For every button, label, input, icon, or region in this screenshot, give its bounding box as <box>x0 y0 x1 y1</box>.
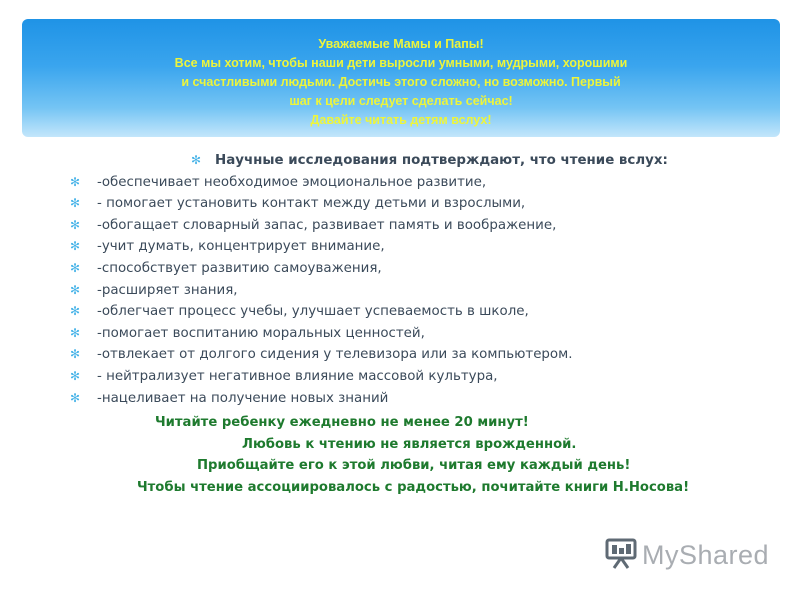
presentation-board-icon <box>604 536 638 574</box>
list-item-text: -отвлекает от долгого сидения у телевизора или за компьютером. <box>97 347 573 363</box>
list-item-text: -обогащает словарный запас, развивает память и воображение, <box>97 217 557 233</box>
closing-line-4: Чтобы чтение ассоциировалось с радостью, почитайте книги Н.Носова! <box>137 479 690 495</box>
list-item <box>70 280 668 302</box>
banner-line-2: Все мы хотим, чтобы наши дети выросли умными, мудрыми, хорошими <box>174 56 628 70</box>
logo-text: MyShared <box>642 539 770 570</box>
list-item <box>70 366 668 388</box>
closing-message <box>0 412 800 498</box>
list-item-text: -помогает воспитанию моральных ценностей, <box>97 325 425 341</box>
asterisk-icon: ✻ <box>70 368 81 383</box>
asterisk-icon: ✻ <box>70 347 81 362</box>
banner-line-4: шаг к цели следует сделать сейчас! <box>289 94 513 108</box>
closing-line-1: Читайте ребенку ежедневно не менее 20 минут! <box>155 415 529 430</box>
asterisk-icon: ✻ <box>191 153 202 167</box>
closing-line-3: Приобщайте его к этой любви, читая ему каждый день! <box>197 458 631 474</box>
list-item <box>70 344 668 366</box>
asterisk-icon: ✻ <box>70 239 81 254</box>
list-item <box>70 301 668 323</box>
banner-line-3: и счастливыми людьми. Достичь этого сложно, но возможно. Первый <box>181 75 621 89</box>
list-item <box>70 388 668 410</box>
asterisk-icon: ✻ <box>70 196 81 211</box>
list-item <box>70 193 668 215</box>
list-heading <box>70 150 668 172</box>
header-banner <box>22 19 780 137</box>
list-item <box>70 258 668 280</box>
list-item <box>70 172 668 194</box>
list-item-text: - помогает установить контакт между детьми и взрослыми, <box>97 196 526 212</box>
asterisk-icon: ✻ <box>70 282 81 297</box>
asterisk-icon: ✻ <box>70 325 81 340</box>
banner-call-to-action: Давайте читать детям вслух! <box>310 113 492 127</box>
benefits-list <box>70 150 668 409</box>
list-heading-text: Научные исследования подтверждают, что чтение вслух: <box>215 153 668 168</box>
list-item-text: -расширяет знания, <box>97 282 238 298</box>
asterisk-icon: ✻ <box>70 304 81 319</box>
list-item <box>70 323 668 345</box>
banner-greeting: Уважаемые Мамы и Папы! <box>318 37 484 51</box>
list-item-text: -нацеливает на получение новых знаний <box>97 390 389 406</box>
list-item-text: -облегчает процесс учебы, улучшает успеваемость в школе, <box>97 304 529 320</box>
list-item-text: -учит думать, концентрирует внимание, <box>97 239 385 255</box>
closing-line-2: Любовь к чтению не является врожденной. <box>242 436 577 452</box>
asterisk-icon: ✻ <box>70 260 81 275</box>
asterisk-icon: ✻ <box>70 390 81 405</box>
asterisk-icon: ✻ <box>70 217 81 232</box>
list-item <box>70 215 668 237</box>
list-item-text: - нейтрализует негативное влияние массовой культура, <box>97 368 498 384</box>
list-item-text: -обеспечивает необходимое эмоциональное развитие, <box>97 174 487 190</box>
asterisk-icon: ✻ <box>70 174 81 189</box>
list-item <box>70 236 668 258</box>
list-item-text: -способствует развитию самоуважения, <box>97 260 382 276</box>
myshared-logo <box>604 538 769 572</box>
